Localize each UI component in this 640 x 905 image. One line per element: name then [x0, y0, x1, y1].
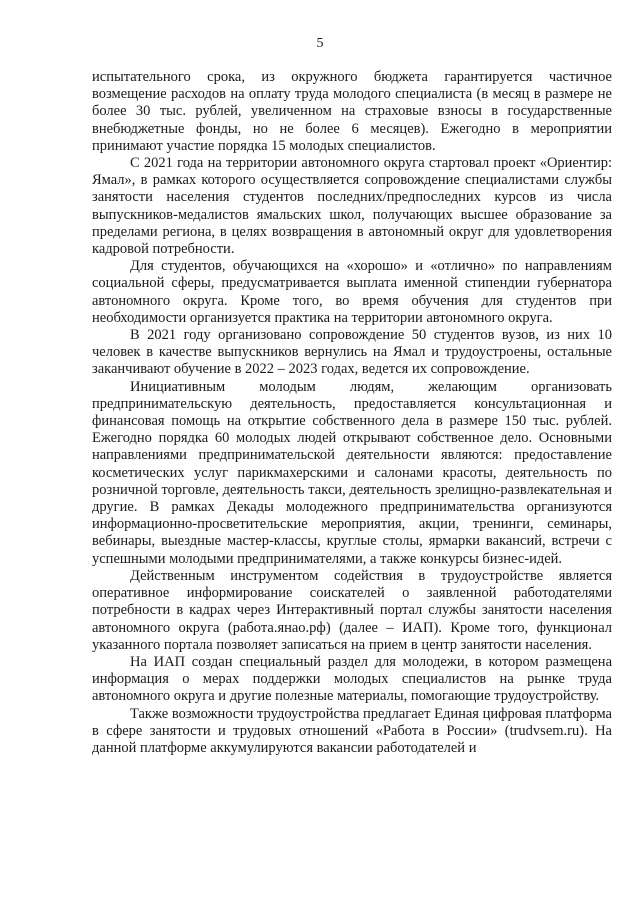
paragraph-orientir-yamal: С 2021 года на территории автономного округа стартовал проект «Ориентир: Ямал», в рамках которого осуществляется сопровождение специалистами службы занятости населения студентов последних/предпоследних курсов из числа выпускников-медалистов ямальских школ, получающих высшее образование за пределами региона, в целях возвращения в автономный округ для удовлетворения кадровой потребности.: [92, 155, 612, 258]
paragraph-iap-portal: Действенным инструментом содействия в трудоустройстве является оперативное информирование соискателей о заявленной работодателями потребности в кадрах через Интерактивный портал службы занятости населения автономного округа (работа.янао.рф) (далее – ИАП). Кроме того, функционал указанного портала позволяет записаться на прием в центр занятости населения.: [92, 567, 612, 653]
paragraph-trial-period: испытательного срока, из окружного бюджета гарантируется частичное возмещение расходов на оплату труда молодого специалиста (в месяц в размере не более 30 тыс. рублей, увеличенном на страховые взносы в государственные внебюджетные фонды, но не более 6 месяцев). Ежегодно в мероприятии принимают участие порядка 15 молодых специалистов.: [92, 69, 612, 154]
paragraph-entrepreneurship: Инициативным молодым людям, желающим организовать предпринимательскую деятельность, предоставляется консультационная и финансовая помощь на открытие собственного дела в размере 150 тыс. рублей. Ежегодно порядка 60 молодых людей открывают собственное дело. Основными направлениями предпринимательской деятельности являются: предоставление косметических услуг парикмахерскими и салонами красоты, деятельность по розничной торговле, деятельность такси, деятельность зрелищно-развлекательная и другие. В рамках Декады молодежного предпринимательства организуются информационно-просветительские мероприятия, акции, тренинги, семинары, вебинары, выездные мастер-классы, круглые столы, ярмарки вакансий, встречи с успешными молодыми предпринимателями, а также конкурсы бизнес-идей.: [92, 378, 612, 567]
paragraph-work-in-russia: Также возможности трудоустройства предлагает Единая цифровая платформа в сфере занятости и трудовых отношений «Работа в России» (trudvsem.ru). На данной платформе аккумулируются вакансии работодателей и: [92, 705, 612, 756]
page-number: 5: [316, 36, 324, 51]
paragraph-scholarship: Для студентов, обучающихся на «хорошо» и «отлично» по направлениям социальной сферы, предусматривается выплата именной стипендии губернатора автономного округа. Кроме того, во время обучения для студентов при необходимости организуется практика на территории автономного округа.: [92, 258, 612, 326]
document-body: [92, 69, 612, 757]
paragraph-students-2021: В 2021 году организовано сопровождение 50 студентов вузов, из них 10 человек в качестве выпускников вернулись на Ямал и трудоустроены, остальные заканчивают обучение в 2022 – 2023 годах, ведется их сопровождение.: [92, 327, 612, 378]
paragraph-youth-section: На ИАП создан специальный раздел для молодежи, в котором размещена информация о мерах поддержки молодых специалистов на рынке труда автономного округа и другие полезные материалы, помогающие трудоустройству.: [92, 653, 612, 705]
